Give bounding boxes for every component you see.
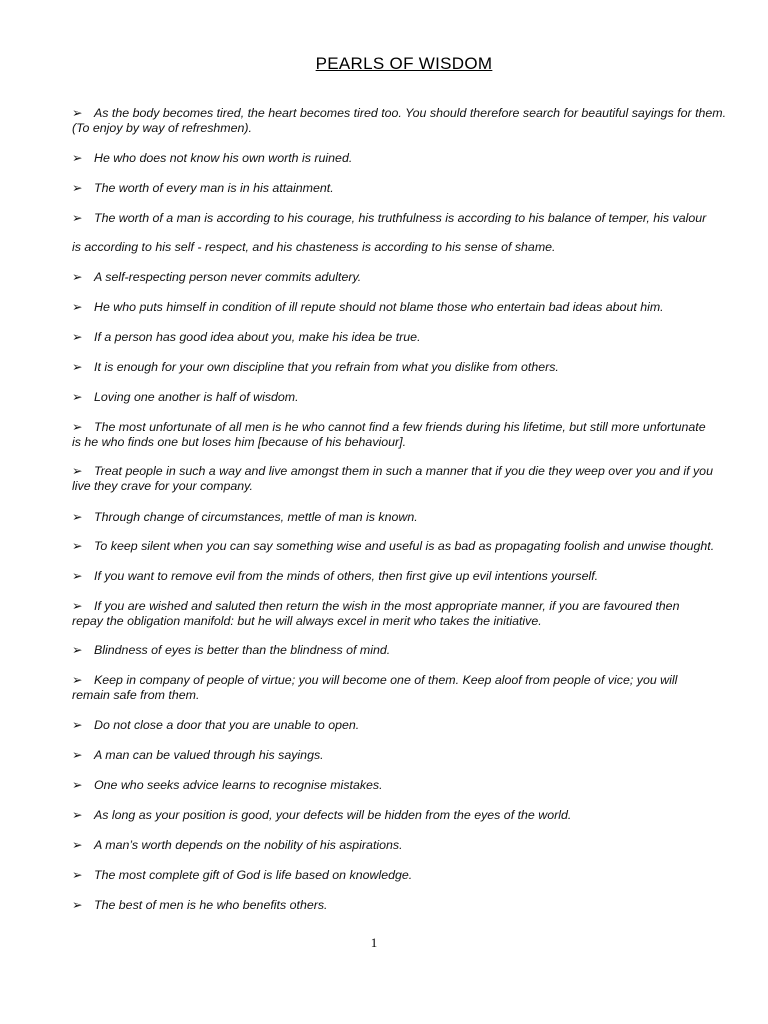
quote-item <box>72 643 752 658</box>
quote-text: Blindness of eyes is better than the blindness of mind. <box>94 643 391 657</box>
arrow-bullet-icon: ➢ <box>72 390 83 404</box>
quote-item <box>72 106 752 137</box>
quote-line <box>72 479 752 494</box>
quote-item <box>72 510 752 525</box>
quote-line <box>72 240 752 255</box>
arrow-bullet-icon: ➢ <box>72 300 83 314</box>
quote-item <box>72 599 752 630</box>
quote-item <box>72 778 752 793</box>
arrow-bullet-icon: ➢ <box>72 211 83 225</box>
quote-item <box>72 151 752 166</box>
arrow-bullet-icon: ➢ <box>72 748 83 762</box>
quote-text: remain safe from them. <box>72 688 200 703</box>
arrow-bullet-icon: ➢ <box>72 181 83 195</box>
quote-item <box>72 539 752 554</box>
arrow-bullet-icon: ➢ <box>72 539 83 553</box>
quote-text: The worth of every man is in his attainment. <box>94 181 334 195</box>
quote-line <box>72 390 752 405</box>
quote-line <box>72 539 752 554</box>
quote-line <box>72 106 752 121</box>
quote-line <box>72 121 752 136</box>
arrow-bullet-icon: ➢ <box>72 718 83 732</box>
quote-line <box>72 778 752 793</box>
quote-text: (To enjoy by way of refreshmen). <box>72 121 252 136</box>
quote-text: A man can be valued through his sayings. <box>94 748 324 762</box>
quote-text: It is enough for your own discipline that you refrain from what you dislike from others. <box>94 360 559 374</box>
quote-text: He who puts himself in condition of ill repute should not blame those who entertain bad ideas about him. <box>94 300 664 314</box>
quote-line <box>72 643 752 658</box>
quote-line <box>72 464 752 479</box>
quote-text: If you want to remove evil from the minds of others, then first give up evil intentions yourself. <box>94 569 599 583</box>
quote-text: He who does not know his own worth is ruined. <box>94 151 353 165</box>
quote-line <box>72 718 752 733</box>
quote-text: live they crave for your company. <box>72 479 253 494</box>
arrow-bullet-icon: ➢ <box>72 898 83 912</box>
quote-text: As the body becomes tired, the heart becomes tired too. You should therefore search for beautiful sayings for them. <box>94 106 727 120</box>
quote-line <box>72 838 752 853</box>
quote-item <box>72 300 752 315</box>
arrow-bullet-icon: ➢ <box>72 778 83 792</box>
arrow-bullet-icon: ➢ <box>72 106 83 120</box>
quote-line <box>72 868 752 883</box>
quote-item <box>72 868 752 883</box>
arrow-bullet-icon: ➢ <box>72 643 83 657</box>
quote-item <box>72 898 752 913</box>
page-number: 1 <box>370 935 378 950</box>
quote-item <box>72 569 752 584</box>
arrow-bullet-icon: ➢ <box>72 808 83 822</box>
quote-text: The most unfortunate of all men is he who cannot find a few friends during his lifetime, but still more unfortunate <box>94 420 706 434</box>
arrow-bullet-icon: ➢ <box>72 868 83 882</box>
arrow-bullet-icon: ➢ <box>72 464 83 478</box>
quote-line <box>72 898 752 913</box>
quote-line <box>72 330 752 345</box>
quote-text: One who seeks advice learns to recognise mistakes. <box>94 778 383 792</box>
quote-text: To keep silent when you can say something wise and useful is as bad as propagating foolish and unwise thought. <box>94 539 715 553</box>
quote-item <box>72 360 752 375</box>
quote-item <box>72 270 752 285</box>
quote-text: repay the obligation manifold: but he will always excel in merit who takes the initiative. <box>72 614 542 629</box>
quote-item <box>72 240 752 255</box>
arrow-bullet-icon: ➢ <box>72 151 83 165</box>
page-title: PEARLS OF WISDOM <box>315 54 493 73</box>
quote-item <box>72 673 752 704</box>
quote-line <box>72 420 752 435</box>
quote-text: is according to his self - respect, and his chasteness is according to his sense of shame. <box>72 240 556 254</box>
quote-line <box>72 151 752 166</box>
quote-line <box>72 808 752 823</box>
quote-text: A self-respecting person never commits adultery. <box>94 270 362 284</box>
quote-line <box>72 181 752 196</box>
quote-line <box>72 688 752 703</box>
quote-line <box>72 270 752 285</box>
quote-line <box>72 569 752 584</box>
quote-text: As long as your position is good, your defects will be hidden from the eyes of the world. <box>94 808 572 822</box>
quote-text: is he who finds one but loses him [because of his behaviour]. <box>72 435 407 450</box>
quote-line <box>72 211 752 226</box>
quote-line <box>72 614 752 629</box>
quote-text: A man’s worth depends on the nobility of his aspirations. <box>94 838 403 852</box>
quote-text: If you are wished and saluted then return the wish in the most appropriate manner, if you are favoured then <box>94 599 680 613</box>
arrow-bullet-icon: ➢ <box>72 420 83 434</box>
quote-line <box>72 673 752 688</box>
arrow-bullet-icon: ➢ <box>72 673 83 687</box>
quote-text: If a person has good idea about you, make his idea be true. <box>94 330 421 344</box>
arrow-bullet-icon: ➢ <box>72 838 83 852</box>
arrow-bullet-icon: ➢ <box>72 569 83 583</box>
quote-text: Treat people in such a way and live amongst them in such a manner that if you die they weep over you and if you <box>94 464 713 478</box>
quote-item <box>72 211 752 226</box>
quote-item <box>72 390 752 405</box>
quote-text: Do not close a door that you are unable to open. <box>94 718 360 732</box>
arrow-bullet-icon: ➢ <box>72 270 83 284</box>
quote-text: The most complete gift of God is life based on knowledge. <box>94 868 413 882</box>
quote-line <box>72 435 752 450</box>
quote-line <box>72 599 752 614</box>
arrow-bullet-icon: ➢ <box>72 360 83 374</box>
quote-item <box>72 838 752 853</box>
quote-item <box>72 718 752 733</box>
quote-item <box>72 464 752 495</box>
quote-text: Loving one another is half of wisdom. <box>94 390 299 404</box>
quote-text: The worth of a man is according to his courage, his truthfulness is according to his balance of temper, his valour <box>94 211 707 225</box>
quote-item <box>72 420 752 451</box>
arrow-bullet-icon: ➢ <box>72 330 83 344</box>
quote-line <box>72 510 752 525</box>
quote-line <box>72 360 752 375</box>
quote-item <box>72 181 752 196</box>
arrow-bullet-icon: ➢ <box>72 510 83 524</box>
quote-item <box>72 330 752 345</box>
quote-line <box>72 300 752 315</box>
quote-line <box>72 748 752 763</box>
quote-item <box>72 808 752 823</box>
quote-text: The best of men is he who benefits others. <box>94 898 328 912</box>
quote-text: Through change of circumstances, mettle of man is known. <box>94 510 418 524</box>
quote-item <box>72 748 752 763</box>
quote-text: Keep in company of people of virtue; you will become one of them. Keep aloof from people of vice; you will <box>94 673 678 687</box>
arrow-bullet-icon: ➢ <box>72 599 83 613</box>
